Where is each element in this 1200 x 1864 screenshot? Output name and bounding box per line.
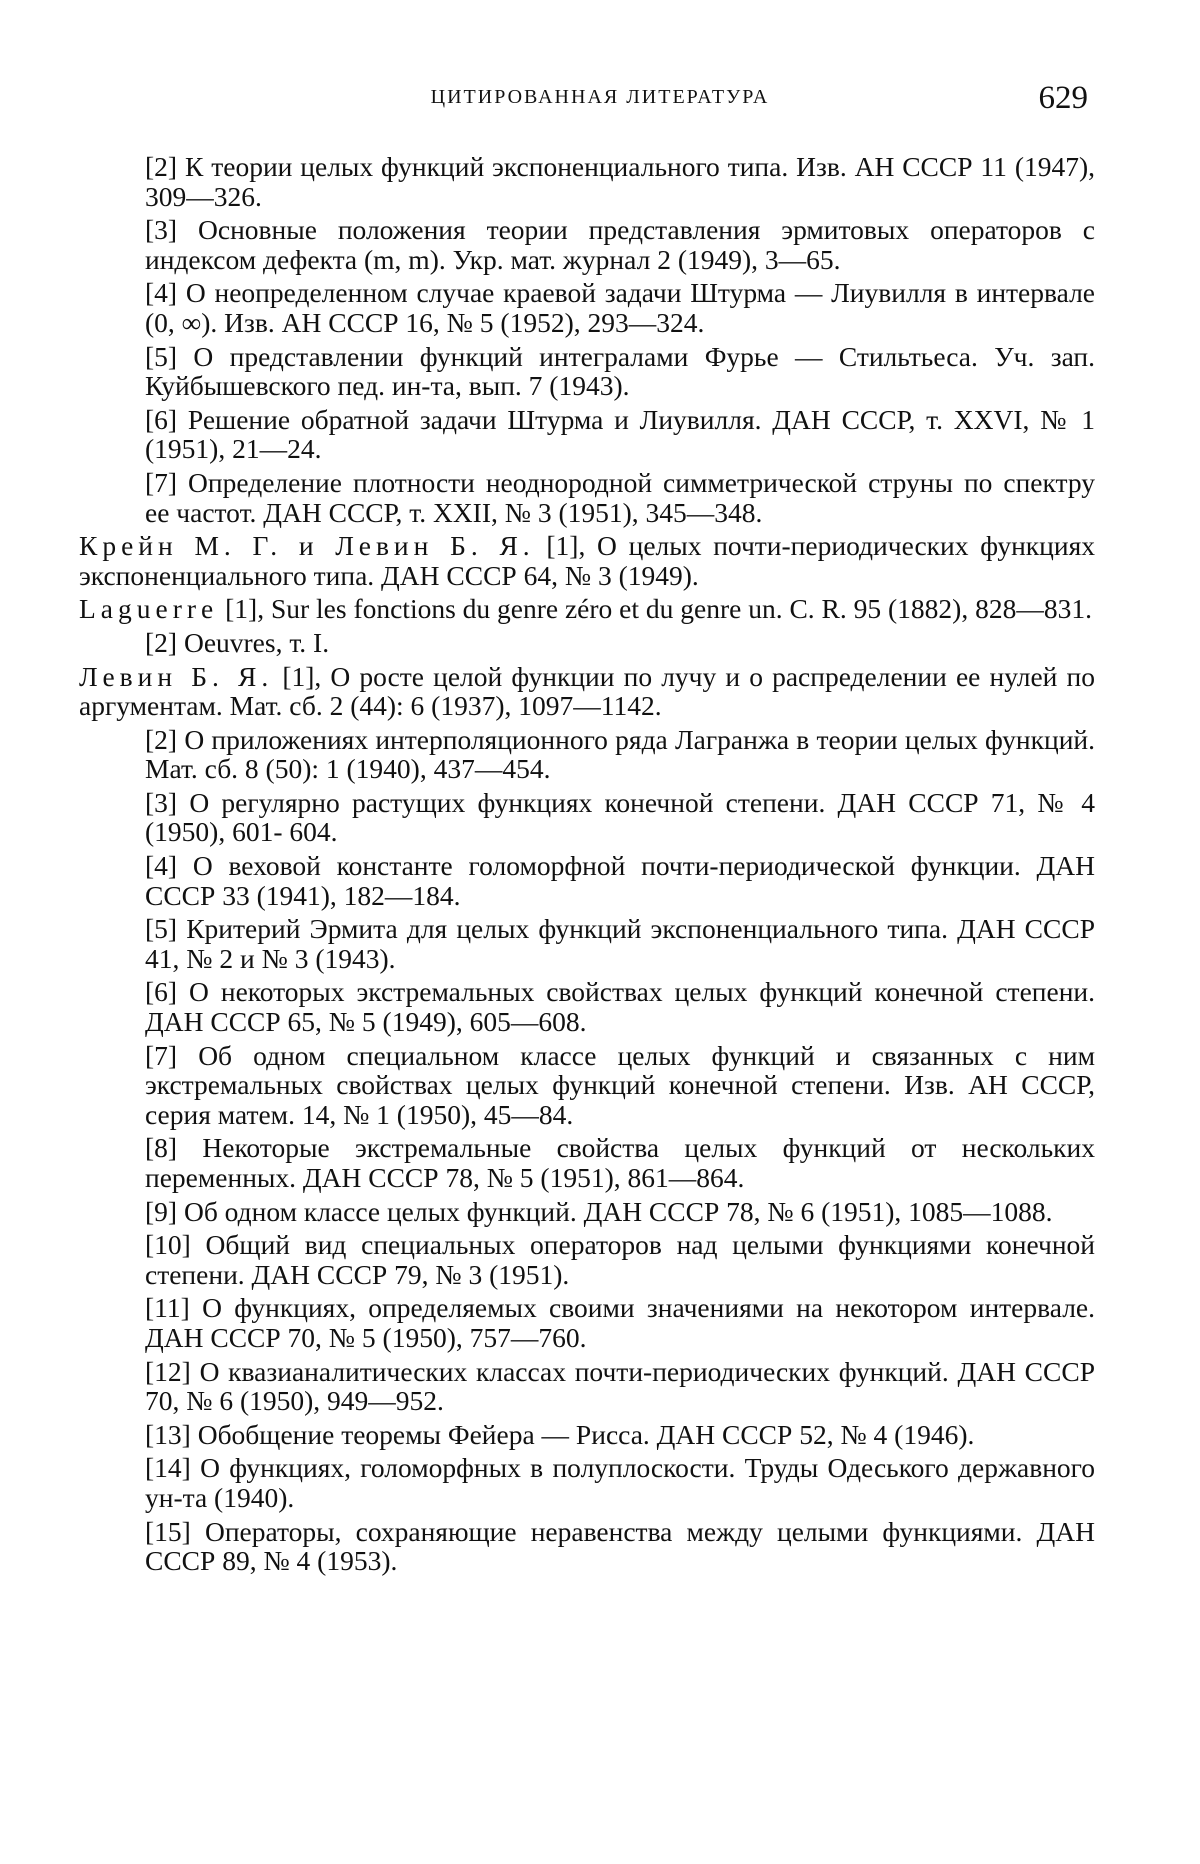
- reference-number: [1]: [546, 530, 579, 562]
- reference-entry: [145, 1230, 1095, 1289]
- reference-number: [7]: [145, 1039, 178, 1071]
- reference-text: О некоторых экстремальных свойствах целых функций конечной степени. ДАН СССР 65, № 5 (1949), 605—608.: [145, 976, 1096, 1038]
- reference-entry: [145, 1420, 1095, 1450]
- reference-number: [5]: [145, 913, 178, 945]
- reference-entry: [145, 1197, 1095, 1227]
- reference-text: К теории целых функций экспоненциального типа. Изв. АН СССР 11 (1947), 309—326.: [145, 151, 1096, 212]
- reference-number: [15]: [145, 1515, 191, 1547]
- reference-number: [3]: [145, 786, 178, 818]
- reference-number: [2]: [145, 723, 178, 755]
- reference-number: [8]: [145, 1132, 178, 1164]
- reference-entry: [145, 628, 1095, 658]
- reference-entry: [79, 531, 1095, 590]
- reference-entry: [145, 1133, 1095, 1192]
- reference-entry: [145, 977, 1095, 1036]
- reference-number: [2]: [145, 151, 178, 182]
- reference-entry: [145, 468, 1095, 527]
- running-title: ЦИТИРОВАННАЯ ЛИТЕРАТУРА: [430, 86, 770, 108]
- reference-number: [1]: [282, 660, 315, 692]
- reference-number: [13]: [145, 1418, 191, 1450]
- reference-entry: [145, 405, 1095, 464]
- reference-text: Общий вид специальных операторов над целыми функциями конечной степени. ДАН СССР 79, № 3 (1951).: [145, 1229, 1095, 1290]
- reference-text: Решение обратной задачи Штурма и Лиувилля. ДАН СССР, т. XXVI, № 1 (1951), 21—24.: [145, 403, 1095, 465]
- reference-text: Некоторые экстремальные свойства целых функций от нескольких переменных. ДАН СССР 78, № 5 (1951), 861—864.: [145, 1132, 1095, 1193]
- reference-number: [12]: [145, 1355, 191, 1387]
- reference-number: [3]: [145, 214, 178, 246]
- reference-text: Об одном классе целых функций. ДАН СССР 78, № 6 (1951), 1085—1088.: [183, 1195, 1053, 1227]
- reference-text: Об одном специальном классе целых функций и связанных с ним экстремальных свойствах целых функций конечной степени. Изв. АН СССР, серия матем. 14, № 1 (1950), 45—84.: [145, 1039, 1096, 1130]
- reference-text: О неопределенном случае краевой задачи Штурма — Лиувилля в интервале (0, ∞). Изв. АН СССР 16, № 5 (1952), 293—324.: [145, 277, 1096, 338]
- reference-number: [4]: [145, 850, 178, 882]
- reference-number: [6]: [145, 403, 178, 435]
- reference-entry: [145, 1041, 1095, 1130]
- reference-text: Операторы, сохраняющие неравенства между целыми функциями. ДАН СССР 89, № 4 (1953).: [145, 1515, 1095, 1577]
- reference-number: [4]: [145, 277, 178, 309]
- reference-entry: [145, 215, 1095, 274]
- reference-entry: [79, 594, 1095, 624]
- reference-text: О приложениях интерполяционного ряда Лагранжа в теории целых функций. Мат. сб. 8 (50): 1 (1940), 437—454.: [145, 723, 1096, 785]
- reference-author: Laguerre: [79, 593, 219, 625]
- reference-text: Обобщение теоремы Фейера — Рисса. ДАН СССР 52, № 4 (1946).: [197, 1418, 975, 1450]
- reference-text: Oeuvres, т. I.: [183, 626, 330, 658]
- reference-entry: [145, 278, 1095, 337]
- reference-text: О функциях, голоморфных в полуплоскости. Труды Одеського державного ун-та (1940).: [145, 1452, 1095, 1513]
- reference-entry: [145, 788, 1095, 847]
- reference-number: [5]: [145, 340, 178, 372]
- reference-text: О квазианалитических классах почти-периодических функций. ДАН СССР 70, № 6 (1950), 949—952.: [145, 1355, 1096, 1417]
- reference-entry: [145, 851, 1095, 910]
- reference-entry: [145, 152, 1095, 211]
- reference-number: [6]: [145, 976, 178, 1008]
- page-number: 629: [1038, 80, 1088, 116]
- page-header: [0, 82, 1200, 122]
- reference-entry: [145, 914, 1095, 973]
- reference-author: Левин Б. Я.: [79, 660, 274, 692]
- reference-text: О функциях, определяемых своими значениями на некотором интервале. ДАН СССР 70, № 5 (1950), 757—760.: [145, 1292, 1096, 1353]
- reference-text: О регулярно растущих функциях конечной степени. ДАН СССР 71, № 4 (1950), 601- 604.: [145, 786, 1095, 848]
- reference-text: , О целых почти-периодических функциях экспоненциального типа. ДАН СССР 64, № 3 (1949).: [79, 530, 1095, 591]
- reference-text: О представлении функций интегралами Фурье — Стильтьеса. Уч. зап. Куйбышевского пед. ин-та, вып. 7 (1943).: [145, 340, 1096, 402]
- reference-text: Критерий Эрмита для целых функций экспоненциального типа. ДАН СССР 41, № 2 и № 3 (1943).: [145, 913, 1095, 974]
- reference-author: Крейн М. Г. и Левин Б. Я.: [79, 530, 535, 562]
- reference-text: О веховой константе голоморфной почти-периодической функции. ДАН СССР 33 (1941), 182—184.: [145, 850, 1095, 911]
- reference-entry: [145, 342, 1095, 401]
- reference-text: Основные положения теории представления эрмитовых операторов с индексом дефекта (m, m). Укр. мат. журнал 2 (1949), 3—65.: [145, 214, 1095, 275]
- reference-text: Определение плотности неоднородной симметрической струны по спектру ее частот. ДАН СССР, т. XXII, № 3 (1951), 345—348.: [145, 466, 1095, 528]
- reference-number: [9]: [145, 1195, 178, 1227]
- reference-entry: [145, 1453, 1095, 1512]
- reference-text: , О росте целой функции по лучу и о распределении ее нулей по аргументам. Мат. сб. 2 (44): 6 (1937), 1097—1142.: [79, 660, 1095, 722]
- reference-number: [10]: [145, 1229, 191, 1261]
- reference-entry: [145, 725, 1095, 784]
- reference-number: [2]: [145, 626, 178, 658]
- reference-text: , Sur les fonctions du genre zéro et du genre un. C. R. 95 (1882), 828—831.: [257, 593, 1092, 625]
- reference-entry: [145, 1517, 1095, 1576]
- reference-entry: [79, 662, 1095, 721]
- reference-number: [11]: [145, 1292, 190, 1324]
- reference-number: [1]: [225, 593, 258, 625]
- reference-entry: [145, 1357, 1095, 1416]
- reference-number: [7]: [145, 466, 178, 498]
- reference-entry: [145, 1293, 1095, 1352]
- reference-list: [79, 151, 1096, 1580]
- reference-number: [14]: [145, 1452, 191, 1484]
